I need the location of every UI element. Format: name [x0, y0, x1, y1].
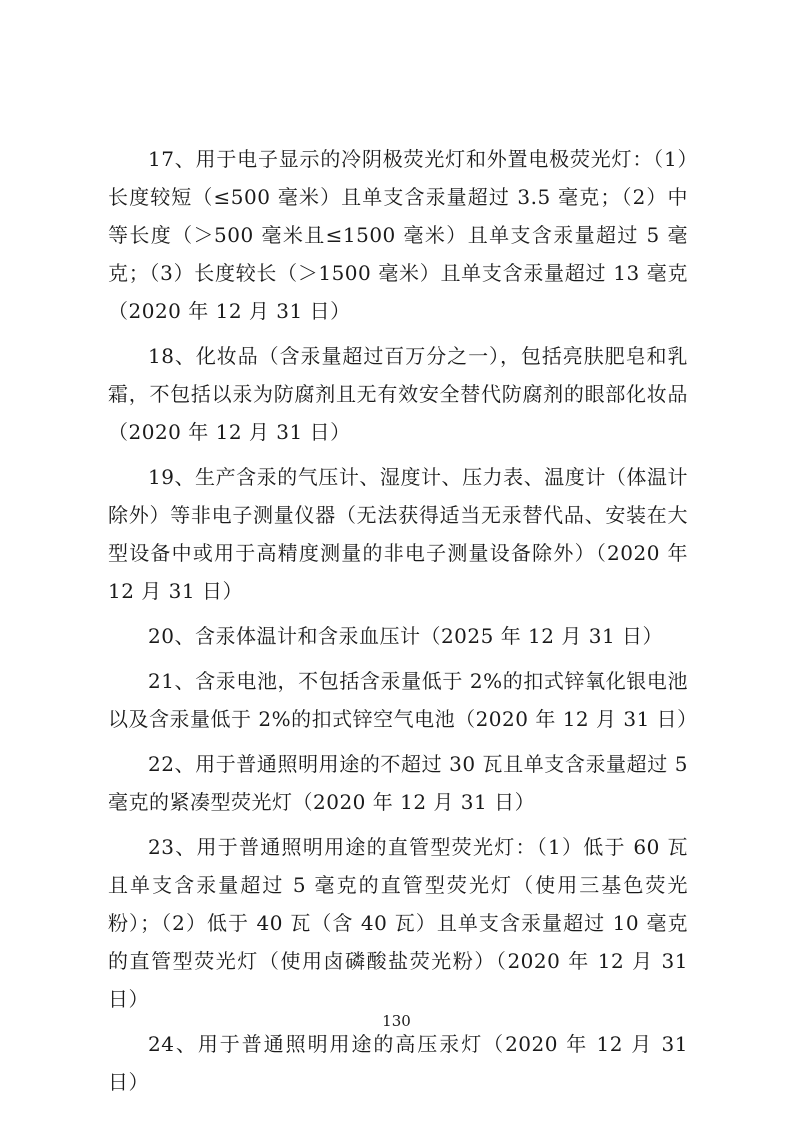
list-item-21: 21、含汞电池，不包括含汞量低于 2%的扣式锌氧化银电池以及含汞量低于 2%的扣式锌空气电池（2020 年 12 月 31 日） [108, 669, 698, 731]
list-item-23: 23、用于普通照明用途的直管型荧光灯：（1）低于 60 瓦且单支含汞量超过 5 毫克的直管型荧光灯（使用三基色荧光粉）；（2）低于 40 瓦（含 40 瓦）且单支含汞量超过 10 毫克的直管型荧光灯（使用卤磷酸盐荧光粉）（2020 年 12 月 31 日） [108, 835, 688, 1011]
list-item-24: 24、用于普通照明用途的高压汞灯（2020 年 12 月 31 日） [108, 1032, 688, 1094]
item-list [108, 140, 698, 1108]
list-item-18: 18、化妆品（含汞量超过百万分之一），包括亮肤肥皂和乳霜，不包括以汞为防腐剂且无有效安全替代防腐剂的眼部化妆品（2020 年 12 月 31 日） [108, 344, 688, 444]
list-item-17: 17、用于电子显示的冷阴极荧光灯和外置电极荧光灯：（1）长度较短（≤500 毫米）且单支含汞量超过 3.5 毫克；（2）中等长度（＞500 毫米且≤1500 毫米）且单支含汞量超过 5 毫克；（3）长度较长（＞1500 毫米）且单支含汞量超过 13 毫克（2020 年 12 月 31 日） [108, 147, 688, 323]
page-number: 130 [382, 1012, 411, 1030]
list-item-22: 22、用于普通照明用途的不超过 30 瓦且单支含汞量超过 5 毫克的紧凑型荧光灯（2020 年 12 月 31 日） [108, 752, 688, 814]
list-item-20: 20、含汞体温计和含汞血压计（2025 年 12 月 31 日） [148, 624, 664, 648]
list-item-19: 19、生产含汞的气压计、湿度计、压力表、温度计（体温计除外）等非电子测量仪器（无法获得适当无汞替代品、安装在大型设备中或用于高精度测量的非电子测量设备除外）（2020 年 12 月 31 日） [108, 465, 688, 603]
